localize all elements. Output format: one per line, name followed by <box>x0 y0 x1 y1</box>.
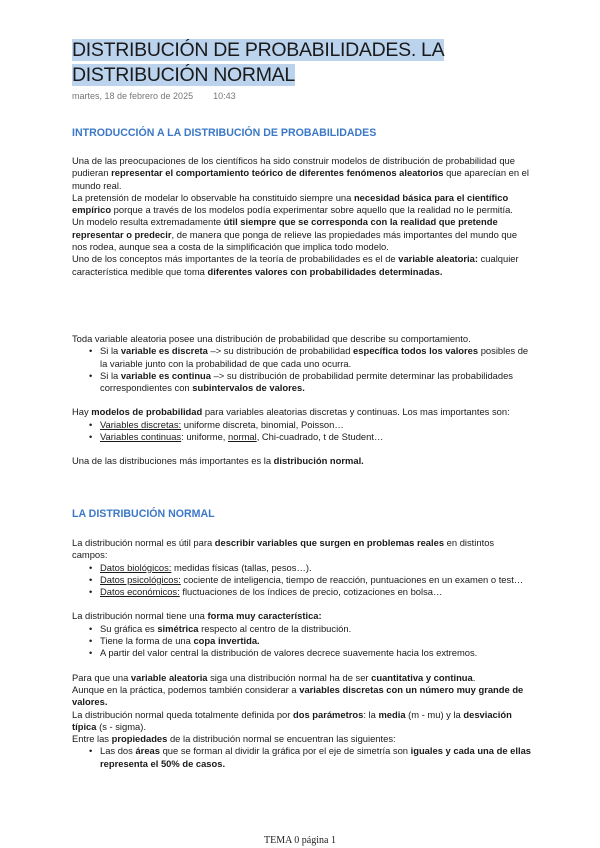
list-item: • Las dos áreas que se forman al dividir la gráfica por el eje de simetría son iguales y cada una de ellas representa el 50% de casos. <box>100 745 532 770</box>
paragraph: La distribución normal es útil para describir variables que surgen en problemas reales en distintos campos: <box>72 537 495 561</box>
list-item: • Datos económicos: fluctuaciones de los índices de precio, cotizaciones en bolsa… <box>100 586 532 598</box>
paragraph: Una de las distribuciones más importantes es la distribución normal. <box>72 455 364 467</box>
paragraph: Hay modelos de probabilidad para variables aleatorias discretas y continuas. Los mas importantes son: <box>72 406 510 418</box>
paragraph: Una de las preocupaciones de los científicos ha sido construir modelos de distribución de probabilidad que pudieran representar el comportamiento teórico de diferentes fenómenos aleatorios que aparecían en el mundo real. <box>72 155 529 191</box>
bullet-list <box>72 562 532 599</box>
list-item: • Datos psicológicos: cociente de inteligencia, tiempo de reacción, puntuaciones en un examen o test… <box>100 574 532 586</box>
paragraph: Un modelo resulta extremadamente útil siempre que se corresponda con la realidad que pretende representar o predecir, de manera que ponga de relieve las propiedades más importantes del mundo que nos rodea, aunque sea a costa de la simplificación que implica todo modelo. <box>72 216 518 253</box>
paragraph: Uno de los conceptos más importantes de la teoría de probabilidades es el de variable aleatoria: cualquier característica medible que toma diferentes valores con probabilidades determinadas. <box>72 253 519 277</box>
section-heading-normal: LA DISTRIBUCIÓN NORMAL <box>72 508 215 520</box>
page-date: martes, 18 de febrero de 2025 <box>72 91 194 101</box>
normal-distribution-block <box>72 537 532 770</box>
list-item: • Variables discretas: uniforme discreta, binomial, Poisson… <box>100 419 532 431</box>
list-item: • A partir del valor central la distribución de valores decrece suavemente hacia los extremos. <box>100 647 532 659</box>
paragraph: La pretensión de modelar lo observable ha constituido siempre una necesidad básica para el científico empírico porque a través de los modelos podía experimentar sobre aquello que la realidad no le permitía. <box>72 191 513 216</box>
list-item: • Si la variable es discreta –> su distribución de probabilidad específica todos los valores posibles de la variable junto con la probabilidad de que cada uno ocurra. <box>100 345 532 370</box>
section-heading-intro: INTRODUCCIÓN A LA DISTRIBUCIÓN DE PROBABILIDADES <box>72 127 377 139</box>
page-time: 10:43 <box>213 91 236 101</box>
paragraph: La distribución normal tiene una forma muy característica: <box>72 610 322 622</box>
list-item: • Variables continuas: uniforme, normal, Chi-cuadrado, t de Student… <box>100 431 532 443</box>
bullet-list <box>72 345 532 394</box>
list-item: • Datos biológicos: medidas físicas (tallas, pesos…). <box>100 562 532 574</box>
paragraph: Toda variable aleatoria posee una distribución de probabilidad que describe su comportamiento. <box>72 333 471 344</box>
page-title: DISTRIBUCIÓN DE PROBABILIDADES. LA DISTRIBUCIÓN NORMAL <box>72 39 445 86</box>
intro-paragraphs <box>72 155 532 278</box>
page-footer: TEMA 0 página 1 <box>264 835 336 846</box>
bullet-list <box>72 623 532 660</box>
bullet-list <box>72 745 532 770</box>
paragraph: Entre las propiedades de la distribución normal se encuentran las siguientes: <box>72 733 396 745</box>
paragraph: Aunque en la práctica, podemos también considerar a variables discretas con un número muy grande de valores. <box>72 683 524 708</box>
list-item: • Tiene la forma de una copa invertida. <box>100 635 532 647</box>
list-item: • Su gráfica es simétrica respecto al centro de la distribución. <box>100 623 532 635</box>
bullet-list <box>72 419 532 444</box>
page-meta <box>72 91 236 101</box>
paragraph: La distribución normal queda totalmente definida por dos parámetros: la media (m - mu) y la desviación típica (s - sigma). <box>72 708 512 732</box>
paragraph: Para que una variable aleatoria siga una distribución normal ha de ser cuantitativa y continua. <box>72 671 476 683</box>
random-variable-block <box>72 333 532 468</box>
list-item: • Si la variable es continua –> su distribución de probabilidad permite determinar las probabilidades correspondientes con subintervalos de valores. <box>100 370 532 395</box>
